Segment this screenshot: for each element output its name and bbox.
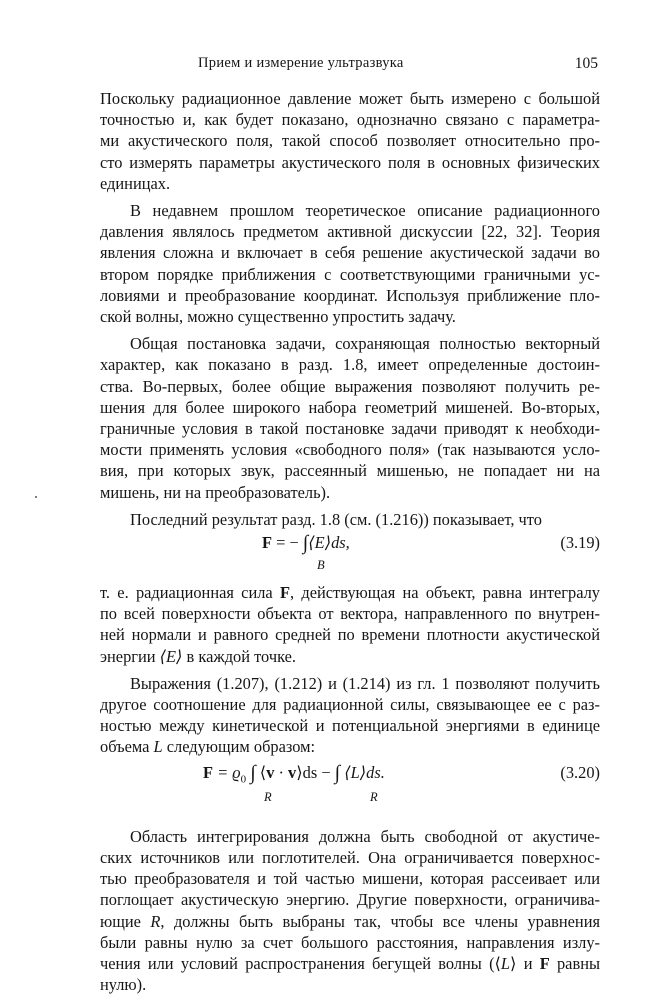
- energy-symbol: ⟨E⟩: [159, 646, 183, 666]
- paragraph-4: [100, 509, 600, 530]
- equation-formula: [203, 762, 385, 790]
- text-line: ностью между кинетической и потенциальной энергиями в единице: [100, 716, 600, 736]
- integral-sign: ∫: [302, 532, 309, 555]
- velocity-symbol: v: [266, 762, 275, 782]
- text-span: следующим образом:: [162, 737, 316, 757]
- text-span: равны: [549, 953, 600, 973]
- region-symbol: R: [150, 911, 161, 931]
- integral-subscript: R: [370, 789, 378, 804]
- text-span: , действующая на объект, равна интегралу: [289, 583, 600, 603]
- integral-subscript: R: [264, 789, 272, 804]
- text-line: другое соотношение для радиационной силы, связывающее ее с раз-: [100, 695, 600, 715]
- text-line: мишень, ни на преобразователь).: [100, 482, 331, 502]
- dot-operator: ·: [274, 762, 289, 782]
- integrand: ⟨L⟩ds.: [340, 762, 385, 782]
- text-line: [100, 582, 600, 603]
- equation-3-19: [100, 532, 600, 576]
- text-span: в каждой точке.: [182, 646, 296, 666]
- text-line: ловиями и преобразование координат. Используя приближение пло-: [100, 285, 600, 305]
- text-line: сто измерять параметры акустического поля в основных физических: [100, 152, 600, 172]
- equation-operator: = −: [272, 533, 303, 553]
- lagrangian-symbol: L: [153, 737, 163, 757]
- force-symbol: F: [279, 583, 290, 603]
- text-line: [100, 953, 600, 974]
- force-symbol: F: [203, 762, 214, 782]
- text-line: шения для более широкого набора геометрий мишеней. Во-вторых,: [100, 397, 600, 417]
- text-line: Поскольку радиационное давление может быть измерено с большой: [100, 89, 600, 108]
- text-span: объема: [100, 737, 154, 757]
- text-line: ства. Во-первых, более общие выражения позволяют получить ре-: [100, 376, 600, 396]
- text-line: единицах.: [100, 173, 171, 193]
- text-line: ской волны, можно существенно упростить задачу.: [100, 307, 456, 327]
- text-line: Последний результат разд. 1.8 (см. (1.216)) показывает, что: [130, 509, 542, 529]
- text-span: ющие: [100, 911, 151, 931]
- page-number: 105: [574, 55, 598, 72]
- text-line: втором порядке приближения с соответствующими граничными ус-: [100, 264, 600, 284]
- text-line: ней нормали и равного средней по времени плотности акустической: [100, 625, 600, 645]
- paragraph-7: [100, 826, 600, 996]
- equation-number: (3.20): [560, 762, 600, 782]
- integrand: ⟨: [255, 762, 267, 782]
- text-line: Общая постановка задачи, сохраняющая полностью векторный: [130, 334, 600, 354]
- text-line: тью преобразователя и той частью мишени, которая рассеивает или: [100, 869, 600, 889]
- lagrangian-symbol: L: [500, 953, 511, 973]
- density-symbol: = ϱ: [213, 762, 241, 782]
- text-span: энергии: [100, 646, 160, 666]
- velocity-symbol: v: [288, 762, 297, 782]
- integrand: ⟩ds −: [296, 762, 335, 782]
- text-line: давления являлось предметом активной дискуссии [22, 32]. Теория: [100, 222, 600, 242]
- text-line: граничные условия в такой постановке задачи приводят к необходи-: [100, 419, 600, 439]
- text-line: [100, 736, 600, 757]
- density-subscript: 0: [240, 772, 247, 785]
- text-span: ⟩ и: [510, 953, 540, 973]
- force-symbol: F: [539, 953, 550, 973]
- running-title: Прием и измерение ультразвука: [198, 55, 404, 71]
- text-line: мости применять условия «свободного поля» (так называются усло-: [100, 440, 600, 460]
- text-line: были равны нулю за счет большого расстояния, направления излу-: [100, 932, 600, 952]
- text-line: [100, 646, 600, 667]
- margin-mark: [35, 496, 37, 498]
- paragraph-1: [100, 88, 600, 194]
- text-line: вия, при которых звук, рассеянный мишенью, не попадает ни на: [100, 461, 600, 481]
- force-symbol: F: [262, 533, 273, 553]
- equation-formula: [262, 532, 350, 553]
- paragraph-5: [100, 582, 600, 667]
- text-line: явления сложна и включает в себя решение акустической задачи во: [100, 243, 600, 263]
- text-line: точностью и, как будет показано, однозначно связано с параметра-: [100, 110, 600, 130]
- text-line: Область интегрирования должна быть свободной от акустиче-: [130, 826, 600, 846]
- body-text: [100, 88, 600, 1001]
- paragraph-2: [100, 200, 600, 327]
- integral-subscript: B: [317, 558, 325, 573]
- text-line: [100, 911, 600, 932]
- paragraph-6: [100, 673, 600, 758]
- paragraph-3: [100, 333, 600, 503]
- text-span: чения или условий распространения бегущей волны (⟨: [100, 953, 501, 973]
- text-line: характер, как показано в разд. 1.8, имеет определенные достоин-: [100, 355, 600, 375]
- text-line: В недавнем прошлом теоретическое описание радиационного: [130, 201, 600, 221]
- text-line: нулю).: [100, 975, 147, 995]
- text-span: т. е. радиационная сила: [100, 583, 280, 603]
- integral-sign: ∫: [334, 761, 341, 784]
- equation-number: (3.19): [560, 533, 600, 553]
- page-header: [100, 55, 600, 77]
- text-span: , должны быть выбраны так, чтобы все члены уравнения: [160, 911, 601, 931]
- text-line: ских источников или поглотителей. Она ограничивается поверхнос-: [100, 847, 600, 867]
- text-line: Выражения (1.207), (1.212) и (1.214) из гл. 1 позволяют получить: [130, 673, 600, 693]
- integral-sign: ∫: [250, 761, 256, 784]
- text-line: ми акустического поля, такой способ позволяет относительно про-: [100, 131, 600, 151]
- text-line: поглощает акустическую энергию. Другие поверхности, ограничива-: [100, 890, 600, 910]
- text-line: по всей поверхности объекта от вектора, направленного по внутрен-: [100, 604, 600, 624]
- equation-3-20: [100, 762, 600, 812]
- integrand: ⟨E⟩ds,: [308, 533, 350, 553]
